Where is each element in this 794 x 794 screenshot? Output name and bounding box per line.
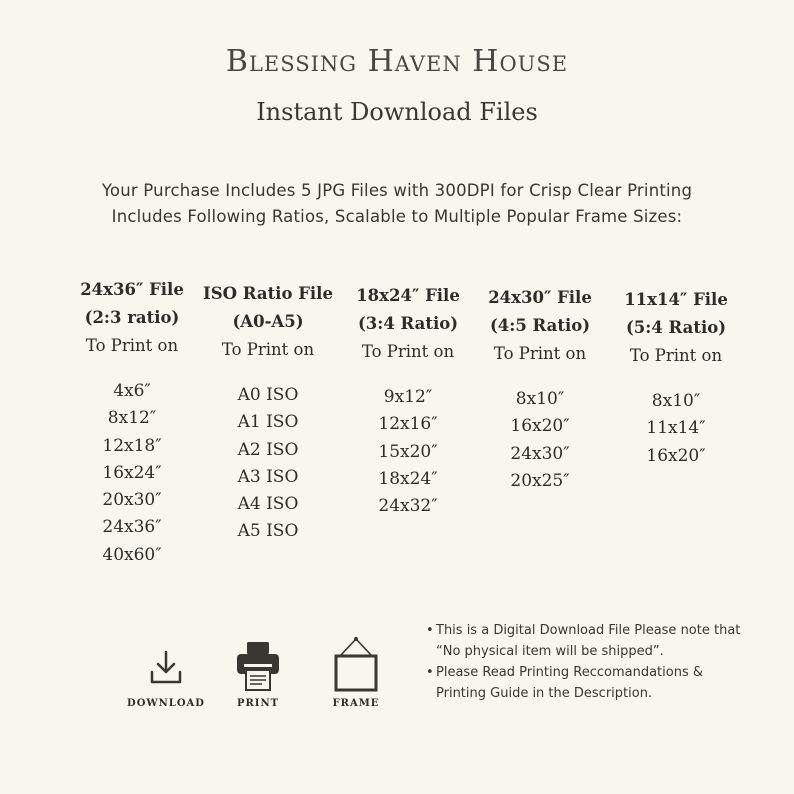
- size-item: 24x30″: [510, 443, 570, 464]
- ratio-column-2-3: [62, 276, 202, 569]
- ratio-column-4-5: [470, 284, 610, 495]
- description-line-2: Includes Following Ratios, Scalable to Multiple Popular Frame Sizes:: [111, 207, 683, 226]
- column-print-on: To Print on: [85, 336, 179, 355]
- page-subtitle: Instant Download Files: [256, 98, 538, 126]
- column-ratio: (5:4 Ratio): [625, 318, 727, 337]
- size-list: [62, 378, 202, 569]
- column-print-on: To Print on: [629, 346, 723, 365]
- column-ratio: (4:5 Ratio): [489, 316, 591, 335]
- size-item: 11x14″: [646, 418, 706, 439]
- size-item: 20x30″: [102, 490, 162, 511]
- print-feature: [228, 640, 288, 709]
- brand-name: Blessing Haven House: [225, 44, 569, 79]
- print-label: PRINT: [236, 698, 280, 709]
- size-list: [470, 386, 610, 495]
- column-print-on: To Print on: [361, 342, 455, 361]
- frame-label: FRAME: [332, 698, 380, 709]
- size-item: 16x24″: [102, 462, 162, 483]
- ratio-column-iso: [198, 280, 338, 546]
- size-list: [606, 388, 746, 470]
- download-feature: [126, 648, 206, 709]
- column-title: 24x36″ File: [80, 280, 184, 299]
- size-item: 8x10″: [515, 389, 565, 409]
- size-item: A3 ISO: [237, 466, 299, 487]
- size-item: 12x16″: [378, 414, 438, 435]
- size-item: 12x18″: [102, 435, 162, 456]
- download-label: DOWNLOAD: [127, 698, 205, 709]
- size-item: 18x24″: [378, 468, 438, 489]
- column-title: 11x14″ File: [624, 290, 728, 309]
- column-ratio: (2:3 ratio): [84, 308, 180, 327]
- size-item: 4x6″: [113, 381, 151, 401]
- column-ratio: (A0-A5): [232, 312, 304, 331]
- size-item: 8x10″: [651, 391, 701, 411]
- printer-icon: [234, 640, 282, 692]
- column-print-on: To Print on: [493, 344, 587, 363]
- description-line-1: Your Purchase Includes 5 JPG Files with 300DPI for Crisp Clear Printing: [101, 181, 693, 200]
- size-item: 15x20″: [378, 441, 438, 462]
- size-item: 20x25″: [510, 470, 570, 491]
- frame-feature: [326, 636, 386, 709]
- size-item: A4 ISO: [237, 494, 299, 515]
- size-item: 24x36″: [102, 517, 162, 538]
- column-ratio: (3:4 Ratio): [357, 314, 459, 333]
- size-item: 8x12″: [107, 408, 157, 429]
- size-item: A5 ISO: [237, 521, 299, 542]
- size-item: A0 ISO: [237, 385, 299, 405]
- download-icon: [146, 648, 186, 688]
- column-title: 24x30″ File: [488, 288, 592, 307]
- size-item: A2 ISO: [237, 439, 299, 460]
- ratio-column-3-4: [338, 282, 478, 520]
- frame-icon: [332, 636, 380, 692]
- size-list: [338, 384, 478, 520]
- ratio-column-5-4: [606, 286, 746, 470]
- size-item: 16x20″: [510, 416, 570, 437]
- size-item: 9x12″: [383, 387, 433, 407]
- size-item: 16x20″: [646, 445, 706, 466]
- column-print-on: To Print on: [221, 340, 315, 359]
- size-item: 24x32″: [378, 496, 438, 517]
- column-title: 18x24″ File: [356, 286, 460, 305]
- size-item: A1 ISO: [237, 412, 299, 433]
- note-item: • This is a Digital Download File Please note that “No physical item will be shipped”.: [426, 620, 756, 662]
- note-item: • Please Read Printing Reccomandations & Printing Guide in the Description.: [426, 662, 756, 704]
- column-title: ISO Ratio File: [203, 284, 333, 303]
- size-list: [198, 382, 338, 546]
- notes-list: [426, 620, 756, 704]
- size-item: 40x60″: [102, 544, 162, 565]
